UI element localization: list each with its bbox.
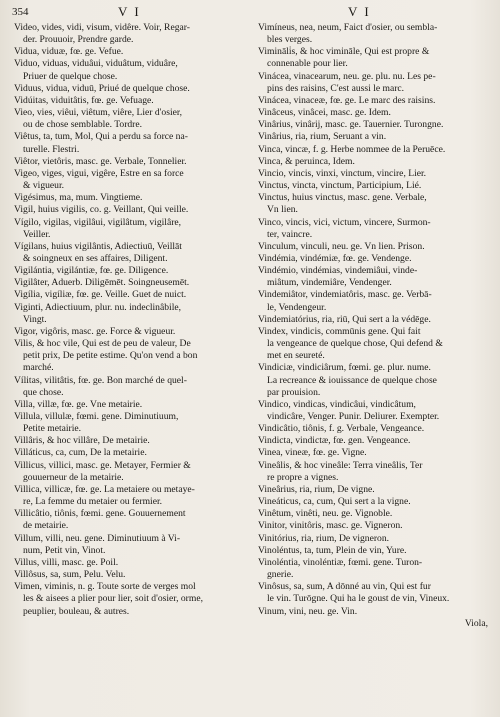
entry-line: Vinôsus, sa, sum, A dōnné au vin, Qui est fur bbox=[258, 581, 431, 593]
entry-line: Vinoléntia, vinoléntiæ, fœmi. gene. Turon- bbox=[258, 556, 423, 568]
entry-line: Villâris, & hoc villâre, De metairie. bbox=[14, 435, 150, 447]
entry-line: Vinea, vineæ, fœ. ge. Vigne. bbox=[258, 447, 367, 459]
entry-line: Vigilâter, Aduerb. Diligēmēt. Soingneusemēt. bbox=[14, 277, 190, 289]
entry-line: par prouision. bbox=[267, 386, 321, 398]
entry-line: marché. bbox=[23, 362, 54, 374]
catchword: Viola, bbox=[464, 617, 488, 629]
entry-line: Villus, villi, masc. ge. Poil. bbox=[14, 556, 119, 568]
entry-line: Vindico, vindicas, vindicâui, vindicâtum, bbox=[258, 398, 416, 410]
page-header bbox=[0, 4, 500, 22]
entry-line: Vinácea, vinaceæ, fœ. ge. Le marc des raisins. bbox=[258, 94, 436, 106]
entry-line: Vigésimus, ma, mum. Vingtieme. bbox=[14, 192, 143, 204]
entry-line: Vidúitas, viduitâtis, fœ. ge. Vefuage. bbox=[14, 94, 154, 106]
entry-line: Vieo, vies, viêui, viêtum, viêre, Lier d'osier, bbox=[14, 107, 183, 119]
entry-line: Villica, villicæ, fœ. ge. La metaiere ou metaye- bbox=[14, 483, 195, 495]
entry-line: Vígilans, huius vigilântis, Adiectiuū, Veillāt bbox=[14, 240, 182, 252]
entry-line: Vimināli̇s, & hoc vimināle, Qui est propre & bbox=[258, 46, 430, 58]
entry-line: Vinârius, vinârij, masc. ge. Tauernier. Turongne. bbox=[258, 119, 444, 131]
entry-line: Vinitórius, ria, rium, De vigneron. bbox=[258, 532, 390, 544]
entry-line: Viduo, viduas, viduâui, viduâtum, viduâre, bbox=[14, 58, 178, 70]
entry-line: petit prix, De petite estime. Qu'on vend a bon bbox=[23, 350, 198, 362]
entry-line: Vindicta, vindictæ, fœ. gen. Vengeance. bbox=[258, 435, 411, 447]
left-column bbox=[14, 22, 250, 618]
entry-line: connenable pour lier. bbox=[267, 58, 348, 70]
entry-line: Vindex, vindicis, commūnis gene. Qui fait bbox=[258, 325, 421, 337]
entry-line: Vigília, vigíliæ, fœ. ge. Veille. Guet de nuict. bbox=[14, 289, 187, 301]
entry-line: les & aisees a plier pour lier, soit d'osier, orme, bbox=[23, 593, 203, 605]
entry-line: Vigil, huius vigilis, co. g. Veillant, Qui veille. bbox=[14, 204, 189, 216]
entry-line: Vinêtum, vinêti, neu. ge. Vignoble. bbox=[258, 508, 393, 520]
entry-line: la vengeance de quelque chose, Qui defend & bbox=[267, 338, 443, 350]
right-column bbox=[258, 22, 494, 630]
entry-line: & soingneux en ses affaires, Diligent. bbox=[23, 252, 168, 264]
entry-line: Villum, villi, neu. gene. Diminutiuum à Vi- bbox=[14, 532, 181, 544]
entry-line: Vindémia, vindémiæ, fœ. ge. Vendenge. bbox=[258, 252, 412, 264]
entry-line: Vinctus, vincta, vinctum, Participium, Lié. bbox=[258, 180, 422, 192]
entry-line: Vinârius, ria, rium, Seruant a vin. bbox=[258, 131, 387, 143]
entry-line: Vílitas, vilitâtis, fœ. ge. Bon marché de quel- bbox=[14, 374, 187, 386]
entry-line: que chose. bbox=[23, 386, 64, 398]
entry-line: num, Petit vin, Vinot. bbox=[23, 544, 106, 556]
entry-line: Vinco, vincis, vici, victum, vincere, Surmon- bbox=[258, 216, 431, 228]
entry-line: Villôsus, sa, sum, Pelu. Velu. bbox=[14, 569, 126, 581]
entry-line: Veiller. bbox=[23, 228, 51, 240]
entry-line: Vilis, & hoc vile, Qui est de peu de valeur, De bbox=[14, 338, 191, 350]
entry-line: pins des raisins, C'est aussi le marc. bbox=[267, 82, 405, 94]
entry-line: Vineáticus, ca, cum, Qui sert a la vigne. bbox=[258, 496, 411, 508]
entry-line: Vigilántia, vigilántiæ, fœ. ge. Diligence. bbox=[14, 265, 169, 277]
entry-line: Villula, villulæ, fœmi. gene. Diminutiuum, bbox=[14, 411, 179, 422]
entry-line: Vinum, vini, neu. ge. Vin. bbox=[258, 605, 358, 617]
entry-line: Vindiciæ, vindiciârum, fœmi. ge. plur. nume. bbox=[258, 362, 431, 374]
entry-line: Priuer de quelque chose. bbox=[23, 70, 118, 82]
entry-line: Vineâlis, & hoc vineâle: Terra vineâlis, Ter bbox=[258, 459, 423, 471]
entry-line: Vincio, vincis, vinxi, vinctum, vincire, Lier. bbox=[258, 167, 427, 179]
entry-line: Villa, villæ, fœ. ge. Vne metairie. bbox=[14, 398, 143, 410]
entry-line: Viduus, vidua, viduū, Priué de quelque chose. bbox=[14, 82, 190, 94]
entry-line: Vineârius, ria, rium, De vigne. bbox=[258, 483, 375, 495]
entry-line: Vigeo, viges, vigui, vigêre, Estre en sa force bbox=[14, 167, 184, 179]
entry-line: gouuerneur de la metairie. bbox=[23, 471, 124, 483]
entry-line: vindicâre, Venger. Punir. Deliurer. Exempter. bbox=[267, 411, 440, 422]
entry-line: miâtum, vindemiâre, Vendenger. bbox=[267, 277, 392, 289]
entry-line: der. Prouuoir, Prendre garde. bbox=[23, 34, 134, 46]
entry-line: Viêtus, ta, tum, Mol, Qui a perdu sa force na- bbox=[14, 131, 188, 143]
entry-line: gnerie. bbox=[267, 569, 294, 581]
entry-line: Villicus, villici, masc. ge. Metayer, Fermier & bbox=[14, 459, 191, 471]
entry-line: Vidua, viduæ, fœ. ge. Vefue. bbox=[14, 46, 124, 58]
entry-line: ou de chose semblable. Tordre. bbox=[23, 119, 143, 131]
entry-line: Petite metairie. bbox=[23, 423, 82, 435]
entry-line: re, La femme du metaier ou fermier. bbox=[23, 496, 163, 508]
entry-line: Vindicâtio, tiônis, f. g. Verbale, Vengeance. bbox=[258, 423, 425, 435]
entry-line: Vindemiatórius, ria, riū, Qui sert a la védēge. bbox=[258, 313, 431, 325]
entry-line: Villicâtio, tiônis, fœmi. gene. Gouuernement bbox=[14, 508, 186, 520]
entry-line: Vigor, vigôris, masc. ge. Force & vigueur. bbox=[14, 325, 176, 337]
entry-line: & vigueur. bbox=[23, 180, 65, 192]
entry-line: Vinctus, huius vinctus, masc. gene. Verbale, bbox=[258, 192, 427, 204]
entry-line: Viêtor, vietôris, masc. ge. Verbale, Tonnelier. bbox=[14, 155, 187, 167]
entry-line: Viginti, Adiectiuum, plur. nu. indeclinâbile, bbox=[14, 301, 182, 313]
entry-line: Video, vides, vidi, visum, vidêre. Voir, Regar- bbox=[14, 22, 190, 33]
entry-line: turelle. Flestri. bbox=[23, 143, 80, 155]
entry-line: peuplier, bouleau, & autres. bbox=[23, 605, 130, 617]
entry-line: Vinca, vincæ, f. g. Herbe nommee de la Peruēce. bbox=[258, 143, 446, 155]
entry-line: Vindémio, vindémias, vindemiâui, vinde- bbox=[258, 265, 418, 277]
entry-line: Vinitor, vinitôris, masc. ge. Vigneron. bbox=[258, 520, 403, 532]
entry-line: re propre a vignes. bbox=[267, 471, 339, 483]
entry-line: Vinca, & peruinca, Idem. bbox=[258, 155, 355, 167]
running-head-left: V I bbox=[118, 4, 141, 19]
entry-line: Vindemiâtor, vindemiatôris, masc. ge. Verbā- bbox=[258, 289, 432, 301]
entry-line: Vinâceus, vinâcei, masc. ge. Idem. bbox=[258, 107, 391, 119]
entry-line: ter, vaincre. bbox=[267, 228, 313, 240]
entry-line: le, Vendengeur. bbox=[267, 301, 327, 313]
entry-line: Vn lien. bbox=[267, 204, 298, 216]
page-number: 354 bbox=[12, 6, 29, 18]
entry-line: La recreance & iouissance de quelque chose bbox=[267, 374, 437, 386]
running-head-right: V I bbox=[348, 4, 371, 19]
entry-line: de metairie. bbox=[23, 520, 69, 532]
entry-line: Vígilo, vigilas, vigilâui, vigilâtum, vigilâre, bbox=[14, 216, 182, 228]
entry-line: Vinculum, vinculi, neu. ge. Vn lien. Prison. bbox=[258, 240, 425, 252]
entry-line: bles verges. bbox=[267, 34, 313, 46]
entry-line: met en seureté. bbox=[267, 350, 325, 362]
entry-line: Vinácea, vinacearum, neu. ge. plu. nu. Les pe- bbox=[258, 70, 436, 82]
entry-line: Vimen, viminis, n. g. Toute sorte de verges mol bbox=[14, 581, 196, 593]
entry-line: le vin. Turōgne. Qui ha le goust de vin, Vineux. bbox=[267, 593, 450, 605]
entry-line: Vinoléntus, ta, tum, Plein de vin, Yure. bbox=[258, 544, 407, 556]
entry-line: Vimíneus, nea, neum, Faict d'osier, ou sembla- bbox=[258, 22, 438, 33]
entry-line: Villáticus, ca, cum, De la metairie. bbox=[14, 447, 147, 459]
entry-line: Vingt. bbox=[23, 313, 47, 325]
